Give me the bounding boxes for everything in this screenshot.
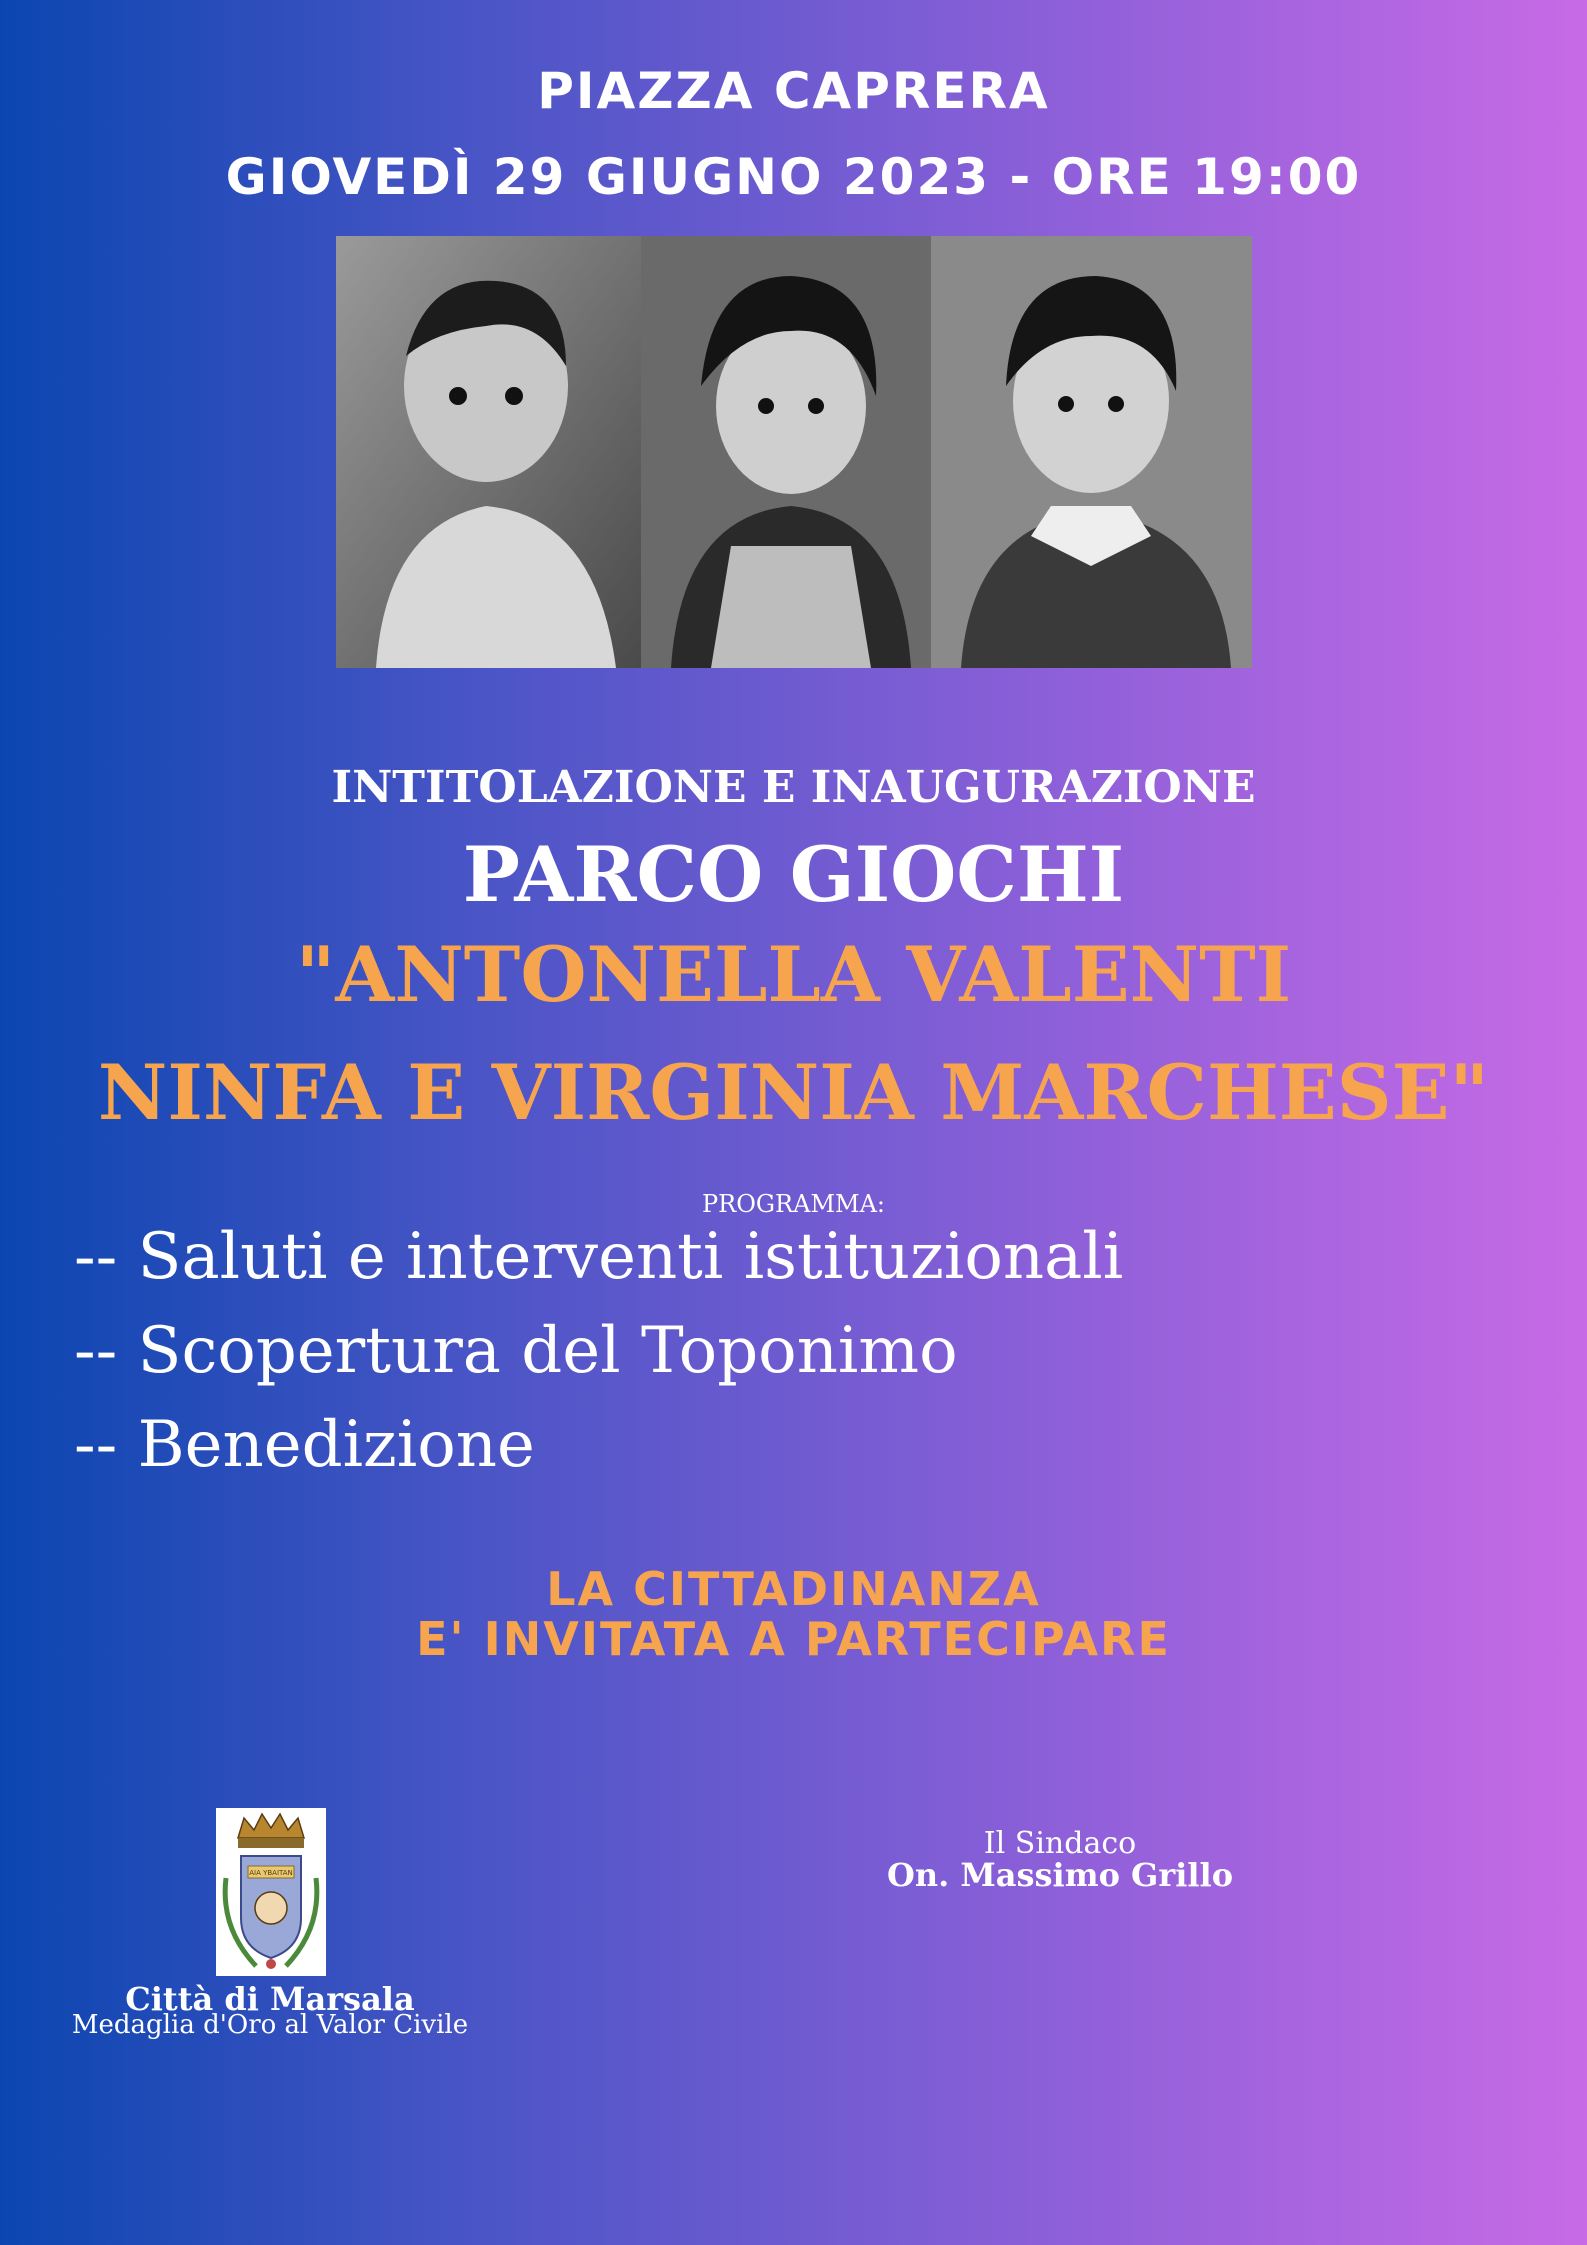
dedication-names-line2: NINFA E VIRGINIA MARCHESE" bbox=[97, 1048, 1490, 1137]
photo-strip bbox=[336, 236, 1252, 668]
city-medal: Medaglia d'Oro al Valor Civile bbox=[71, 2010, 469, 2040]
program-label: PROGRAMMA: bbox=[701, 1190, 886, 1218]
dedication-names-line1: "ANTONELLA VALENTI bbox=[295, 930, 1292, 1019]
city-name: Città di Marsala bbox=[125, 1980, 415, 2018]
program-item: -- Benedizione bbox=[74, 1408, 535, 1482]
child-photo-2 bbox=[641, 236, 931, 668]
mayor-role: Il Sindaco bbox=[983, 1826, 1137, 1861]
invitation-line2: E' INVITATA A PARTECIPARE bbox=[416, 1612, 1171, 1666]
program-item: -- Scopertura del Toponimo bbox=[74, 1314, 958, 1388]
mayor-name: On. Massimo Grillo bbox=[886, 1856, 1234, 1894]
park-title: PARCO GIOCHI bbox=[462, 830, 1125, 919]
event-subtitle: INTITOLAZIONE E INAUGURAZIONE bbox=[331, 762, 1256, 813]
child-photo-3 bbox=[931, 236, 1252, 668]
event-date-time: GIOVEDÌ 29 GIUGNO 2023 - ORE 19:00 bbox=[225, 148, 1362, 206]
city-crest-logo bbox=[216, 1808, 326, 1976]
program-item: -- Saluti e interventi istituzionali bbox=[74, 1220, 1124, 1294]
event-place: PIAZZA CAPRERA bbox=[537, 62, 1050, 120]
crest-motto: AIA YBAITAN bbox=[249, 1869, 293, 1877]
invitation-line1: LA CITTADINANZA bbox=[546, 1562, 1041, 1616]
child-photo-1 bbox=[336, 236, 641, 668]
